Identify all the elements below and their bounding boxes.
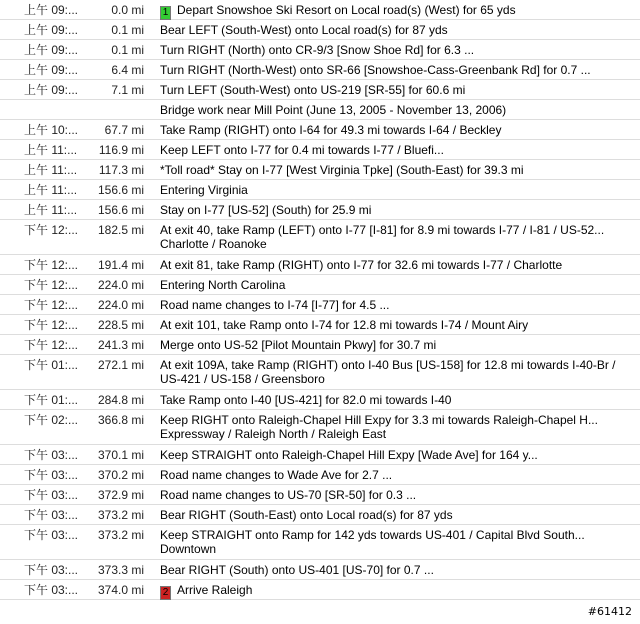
instruction-cell [160,298,636,312]
instruction-text: At exit 109A, take Ramp (RIGHT) onto I-40 Bus [US-158] for 12.8 mi towards I-40-Br / US-421 / US-158 / Greensboro [160,358,616,386]
instruction-cell [160,338,636,352]
distance-cell: 7.1 mi [111,83,144,97]
instruction-cell [160,413,636,441]
instruction-cell [160,103,636,117]
instruction-text: Entering North Carolina [160,278,286,292]
distance-cell: 272.1 mi [97,358,144,372]
image-id-tag: #61412 [587,605,632,618]
instruction-cell [160,143,636,157]
instruction-cell [160,278,636,292]
distance-cell: 182.5 mi [97,223,144,237]
distance-cell: 0.1 mi [111,43,144,57]
direction-row[interactable] [0,410,640,445]
instruction-cell [160,528,636,556]
time-cell: 下午 12:... [24,258,79,272]
direction-row[interactable] [0,525,640,560]
instruction-cell [160,63,636,77]
instruction-cell [160,508,636,522]
distance-cell: 191.4 mi [97,258,144,272]
instruction-cell [160,318,636,332]
time-cell: 上午 11:... [24,163,78,177]
time-cell: 下午 03:... [24,528,79,542]
time-cell: 下午 03:... [24,488,79,502]
instruction-cell [160,563,636,577]
time-cell: 下午 02:... [24,413,79,427]
time-cell: 上午 09:... [24,23,79,37]
distance-cell: 374.0 mi [97,583,144,597]
instruction-text: At exit 40, take Ramp (LEFT) onto I-77 [I-81] for 8.9 mi towards I-77 / I-81 / US-52... Charlotte / Roanoke [160,223,605,251]
instruction-text: Keep RIGHT onto Raleigh-Chapel Hill Expy for 3.3 mi towards Raleigh-Chapel H... Expressway / Raleigh North / Raleigh East [160,413,598,441]
instruction-text: Road name changes to Wade Ave for 2.7 ... [160,468,393,482]
time-cell: 上午 09:... [24,63,79,77]
direction-row[interactable] [0,200,640,220]
instruction-cell [160,223,636,251]
direction-row[interactable] [0,60,640,80]
instruction-cell [160,23,636,37]
distance-cell: 156.6 mi [97,203,144,217]
distance-cell: 284.8 mi [97,393,144,407]
instruction-cell [160,448,636,462]
time-cell: 下午 01:... [24,358,79,372]
instruction-cell [160,203,636,217]
instruction-cell [160,583,636,600]
direction-row[interactable] [0,560,640,580]
direction-row[interactable] [0,40,640,60]
instruction-cell [160,43,636,57]
distance-cell: 117.3 mi [98,163,144,177]
instruction-text: Depart Snowshoe Ski Resort on Local road(s) (West) for 65 yds [177,3,516,17]
time-cell: 上午 09:... [24,83,79,97]
instruction-text: *Toll road* Stay on I-77 [West Virginia Tpke] (South-East) for 39.3 mi [160,163,524,177]
instruction-text: Turn LEFT (South-West) onto US-219 [SR-55] for 60.6 mi [160,83,466,97]
instruction-text: Bear RIGHT (South) onto US-401 [US-70] for 0.7 ... [160,563,434,577]
instruction-cell [160,163,636,177]
direction-row[interactable] [0,160,640,180]
time-cell: 下午 12:... [24,298,79,312]
direction-row[interactable] [0,355,640,390]
distance-cell: 370.1 mi [97,448,144,462]
instruction-text: Bridge work near Mill Point (June 13, 2005 - November 13, 2006) [160,103,507,117]
time-cell: 下午 03:... [24,563,79,577]
direction-row[interactable] [0,140,640,160]
instruction-cell [160,123,636,137]
time-cell: 上午 11:... [24,203,78,217]
distance-cell: 372.9 mi [97,488,144,502]
instruction-text: Bear LEFT (South-West) onto Local road(s) for 87 yds [160,23,448,37]
distance-cell: 6.4 mi [111,63,144,77]
instruction-text: Keep STRAIGHT onto Ramp for 142 yds towards US-401 / Capital Blvd South... Downtown [160,528,585,556]
instruction-text: Bear RIGHT (South-East) onto Local road(s) for 87 yds [160,508,453,522]
time-cell: 下午 03:... [24,583,79,597]
instruction-text: Keep STRAIGHT onto Raleigh-Chapel Hill Expy [Wade Ave] for 164 y... [160,448,538,462]
instruction-text: Arrive Raleigh [177,583,253,597]
instruction-text: Turn RIGHT (North) onto CR-9/3 [Snow Shoe Rd] for 6.3 ... [160,43,475,57]
distance-cell: 0.0 mi [111,3,144,17]
instruction-text: Road name changes to I-74 [I-77] for 4.5 ... [160,298,390,312]
instruction-cell [160,3,636,20]
instruction-cell [160,183,636,197]
distance-cell: 0.1 mi [111,23,144,37]
instruction-cell [160,258,636,272]
instruction-text: Keep LEFT onto I-77 for 0.4 mi towards I-77 / Bluefi... [160,143,444,157]
distance-cell: 370.2 mi [97,468,144,482]
instruction-text: At exit 81, take Ramp (RIGHT) onto I-77 for 32.6 mi towards I-77 / Charlotte [160,258,563,272]
distance-cell: 67.7 mi [104,123,144,137]
direction-row[interactable] [0,485,640,505]
instruction-text: Take Ramp onto I-40 [US-421] for 82.0 mi towards I-40 [160,393,452,407]
time-cell: 上午 11:... [24,183,78,197]
direction-row[interactable] [0,275,640,295]
instruction-text: At exit 101, take Ramp onto I-74 for 12.8 mi towards I-74 / Mount Airy [160,318,529,332]
time-cell: 下午 01:... [24,393,79,407]
distance-cell: 373.2 mi [97,528,144,542]
instruction-cell [160,393,636,407]
distance-cell: 366.8 mi [97,413,144,427]
distance-cell: 228.5 mi [97,318,144,332]
time-cell: 下午 12:... [24,318,79,332]
end-marker-icon: 2 [160,586,171,600]
distance-cell: 373.2 mi [97,508,144,522]
time-cell: 下午 12:... [24,338,79,352]
direction-row[interactable] [0,20,640,40]
time-cell: 上午 09:... [24,3,79,17]
direction-row[interactable] [0,220,640,255]
instruction-cell [160,83,636,97]
direction-row[interactable] [0,100,640,120]
instruction-text: Turn RIGHT (North-West) onto SR-66 [Snowshoe-Cass-Greenbank Rd] for 0.7 ... [160,63,591,77]
direction-row[interactable] [0,505,640,525]
direction-row[interactable] [0,465,640,485]
distance-cell: 373.3 mi [97,563,144,577]
instruction-text: Take Ramp (RIGHT) onto I-64 for 49.3 mi towards I-64 / Beckley [160,123,502,137]
direction-row[interactable] [0,295,640,315]
direction-row[interactable] [0,255,640,275]
direction-row[interactable] [0,335,640,355]
distance-cell: 224.0 mi [97,298,144,312]
direction-row[interactable] [0,180,640,200]
distance-cell: 241.3 mi [97,338,144,352]
time-cell: 上午 11:... [24,143,78,157]
time-cell: 下午 03:... [24,508,79,522]
time-cell: 上午 10:... [24,123,79,137]
direction-row[interactable] [0,0,640,20]
time-cell: 下午 12:... [24,278,79,292]
instruction-text: Entering Virginia [160,183,248,197]
instruction-cell [160,488,636,502]
distance-cell: 116.9 mi [98,143,144,157]
distance-cell: 224.0 mi [97,278,144,292]
direction-row[interactable] [0,390,640,410]
instruction-text: Stay on I-77 [US-52] (South) for 25.9 mi [160,203,372,217]
instruction-cell [160,468,636,482]
direction-row[interactable] [0,445,640,465]
time-cell: 下午 12:... [24,223,79,237]
direction-row[interactable] [0,120,640,140]
direction-row[interactable] [0,580,640,600]
direction-row[interactable] [0,80,640,100]
start-marker-icon: 1 [160,6,171,20]
instruction-text: Road name changes to US-70 [SR-50] for 0.3 ... [160,488,417,502]
distance-cell: 156.6 mi [97,183,144,197]
time-cell: 下午 03:... [24,448,79,462]
instruction-cell [160,358,636,386]
time-cell: 下午 03:... [24,468,79,482]
time-cell: 上午 09:... [24,43,79,57]
direction-row[interactable] [0,315,640,335]
instruction-text: Merge onto US-52 [Pilot Mountain Pkwy] for 30.7 mi [160,338,437,352]
